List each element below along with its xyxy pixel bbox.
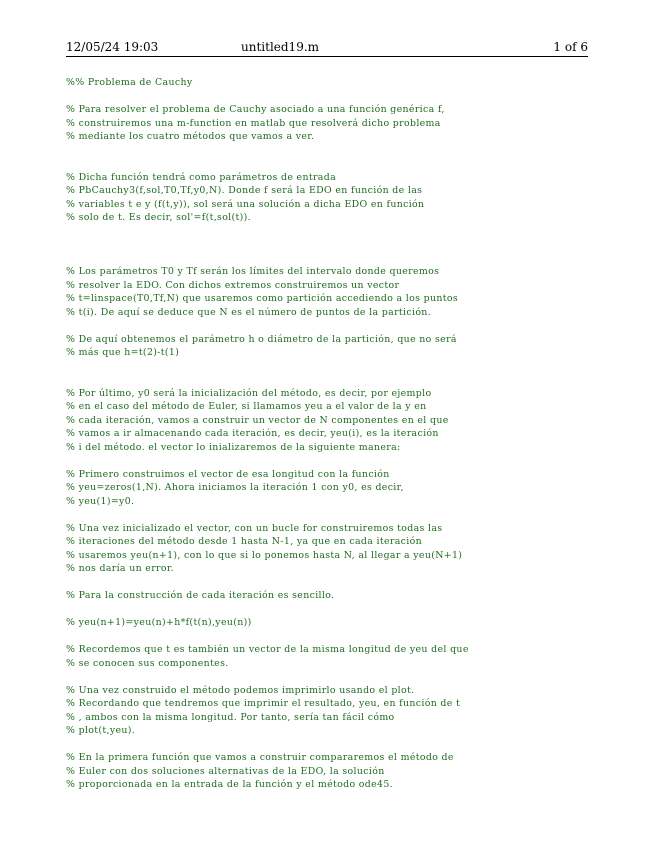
code-line: % Recordemos que t es también un vector de la misma longitud de yeu del que: [66, 644, 469, 655]
code-line: % en el caso del método de Euler, si llamamos yeu a el valor de la y en: [66, 401, 427, 412]
code-line: [66, 738, 588, 752]
print-header: [66, 40, 588, 56]
code-line: [66, 225, 588, 239]
code-line: % proporcionada en la entrada de la función y el método ode45.: [66, 779, 393, 790]
code-line: % t=linspace(T0,Tf,N) que usaremos como partición accediendo a los puntos: [66, 293, 459, 304]
code-line: [66, 360, 588, 374]
code-line: [66, 238, 588, 252]
code-line: [66, 454, 588, 468]
code-line: % Para la construcción de cada iteración es sencillo.: [66, 590, 335, 601]
code-line: % Primero construimos el vector de esa longitud con la función: [66, 468, 390, 480]
code-line: % usaremos yeu(n+1), con lo que si lo ponemos hasta N, al llegar a yeu(N+1): [66, 549, 463, 561]
code-line: % t(i). De aquí se deduce que N es el número de puntos de la partición.: [66, 306, 432, 318]
code-line: % Dicha función tendrá como parámetros de entrada: [66, 171, 337, 183]
code-line: [66, 670, 588, 684]
code-line: % , ambos con la misma longitud. Por tanto, sería tan fácil cómo: [66, 711, 395, 723]
code-line: [66, 144, 588, 158]
code-line: % iteraciones del método desde 1 hasta N-1, ya que en cada iteración: [66, 536, 422, 547]
code-listing: [66, 76, 588, 792]
code-line: % Para resolver el problema de Cauchy asociado a una función genérica f,: [66, 104, 445, 115]
code-line: % más que h=t(2)-t(1): [66, 347, 180, 358]
code-line: [66, 90, 588, 104]
code-line: % Una vez construido el método podemos imprimirlo usando el plot.: [66, 684, 415, 696]
code-line: [66, 508, 588, 522]
code-line: [66, 157, 588, 171]
code-line: [66, 319, 588, 333]
code-line: % Por último, y0 será la inicialización del método, es decir, por ejemplo: [66, 387, 432, 399]
code-line: % se conocen sus componentes.: [66, 657, 229, 669]
code-line: % De aquí obtenemos el parámetro h o diámetro de la partición, que no será: [66, 333, 457, 345]
code-line: % mediante los cuatro métodos que vamos a ver.: [66, 131, 315, 142]
code-line: % nos daría un error.: [66, 563, 174, 574]
code-line: % plot(t,yeu).: [66, 725, 136, 736]
code-line: % i del método. el vector lo inializaremos de la siguiente manera:: [66, 441, 401, 453]
code-line: % Los parámetros T0 y Tf serán los límites del intervalo donde queremos: [66, 266, 440, 277]
header-datetime: 12/05/24 19:03: [66, 40, 159, 54]
header-page-number: 1 of 6: [553, 40, 588, 54]
code-line: [66, 630, 588, 644]
code-line: % Euler con dos soluciones alternativas de la EDO, la solución: [66, 765, 385, 777]
code-line: % yeu(n+1)=yeu(n)+h*f(t(n),yeu(n)): [66, 617, 252, 628]
code-line: % Recordando que tendremos que imprimir el resultado, yeu, en función de t: [66, 698, 461, 709]
code-line: [66, 252, 588, 266]
code-line: % cada iteración, vamos a construir un vector de N componentes en el que: [66, 414, 449, 426]
header-divider: [66, 56, 588, 57]
code-line: % PbCauchy3(f,sol,T0,Tf,y0,N). Donde f será la EDO en función de las: [66, 185, 423, 196]
code-line: % yeu(1)=y0.: [66, 495, 135, 507]
header-filename: untitled19.m: [241, 40, 320, 54]
code-line: %% Problema de Cauchy: [66, 77, 193, 88]
code-line: [66, 373, 588, 387]
code-line: % construiremos una m-function en matlab que resolverá dicho problema: [66, 117, 441, 129]
code-line: % yeu=zeros(1,N). Ahora iniciamos la iteración 1 con y0, es decir,: [66, 482, 404, 493]
code-line: % Una vez inicializado el vector, con un bucle for construiremos todas las: [66, 522, 443, 534]
code-line: % vamos a ir almacenando cada iteración, es decir, yeu(i), es la iteración: [66, 428, 439, 439]
code-line: [66, 576, 588, 590]
code-line: % solo de t. Es decir, sol'=f(t,sol(t)).: [66, 212, 252, 223]
code-line: [66, 603, 588, 617]
code-line: % variables t e y (f(t,y)), sol será una solución a dicha EDO en función: [66, 198, 425, 210]
code-line: % En la primera función que vamos a construir compararemos el método de: [66, 752, 454, 763]
code-line: % resolver la EDO. Con dichos extremos construiremos un vector: [66, 279, 400, 291]
